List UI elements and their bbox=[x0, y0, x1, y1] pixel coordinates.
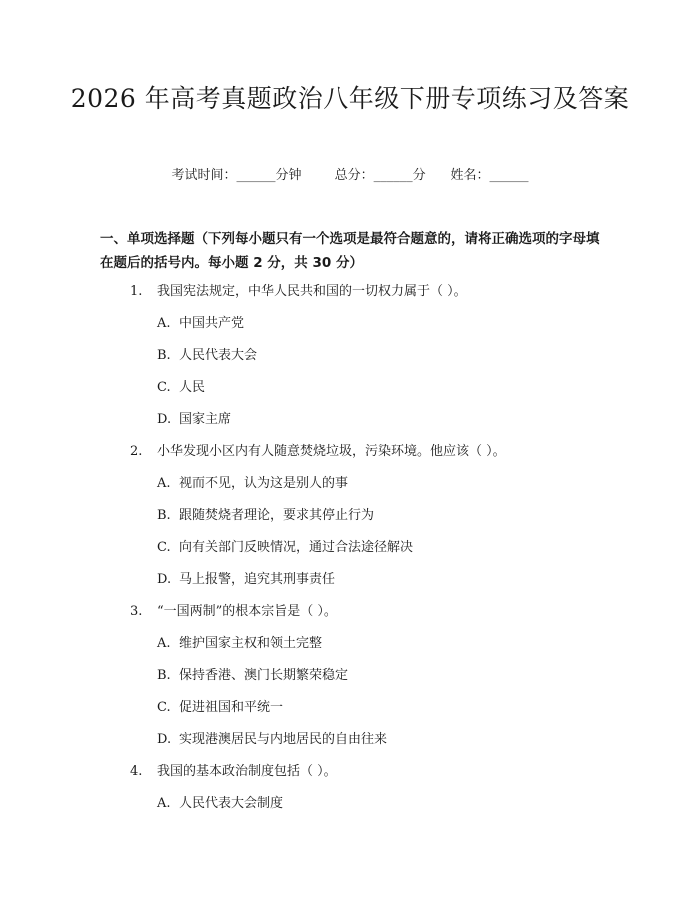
name-label: 姓名： bbox=[450, 168, 490, 183]
page-title: 2026 年高考真题政治八年级下册专项练习及答案 bbox=[70, 84, 630, 113]
option-text: 马上报警，追究其刑事责任 bbox=[179, 572, 336, 587]
option-text: 跟随焚烧者理论，要求其停止行为 bbox=[179, 508, 375, 523]
question-4 bbox=[130, 762, 600, 782]
option-letter: D. bbox=[157, 572, 172, 587]
option-letter: A. bbox=[157, 796, 171, 811]
option-text: 人民代表大会 bbox=[179, 348, 258, 363]
time-unit: 分钟 bbox=[275, 168, 302, 183]
question-number: 4. bbox=[130, 764, 143, 779]
time-blank: ______ bbox=[236, 168, 276, 183]
option-text: 视而不见，认为这是别人的事 bbox=[179, 476, 349, 491]
name-blank: ______ bbox=[489, 168, 529, 183]
question-3 bbox=[130, 602, 600, 622]
option-letter: D. bbox=[157, 732, 172, 747]
option-letter: A. bbox=[157, 316, 171, 331]
question-text: 我国宪法规定，中华人民共和国的一切权力属于（ ）。 bbox=[157, 284, 467, 299]
question-1 bbox=[130, 282, 600, 302]
option-text: 人民代表大会制度 bbox=[179, 796, 284, 811]
option-letter: A. bbox=[157, 476, 171, 491]
option-2a bbox=[157, 474, 597, 494]
question-number: 1. bbox=[130, 284, 143, 299]
option-text: 中国共产党 bbox=[179, 316, 245, 331]
question-number: 3. bbox=[130, 604, 143, 619]
option-1c bbox=[157, 378, 597, 398]
option-3c bbox=[157, 698, 597, 718]
option-text: 向有关部门反映情况，通过合法途径解决 bbox=[179, 540, 414, 555]
option-text: 维护国家主权和领土完整 bbox=[179, 636, 323, 651]
score-unit: 分 bbox=[412, 168, 426, 183]
option-letter: C. bbox=[157, 540, 171, 555]
option-2c bbox=[157, 538, 597, 558]
option-letter: D. bbox=[157, 412, 172, 427]
option-letter: B. bbox=[157, 348, 171, 363]
option-1b bbox=[157, 346, 597, 366]
time-label: 考试时间： bbox=[171, 168, 237, 183]
question-text: “一国两制”的根本宗旨是（ ）。 bbox=[157, 604, 337, 619]
option-text: 实现港澳居民与内地居民的自由往来 bbox=[179, 732, 388, 747]
question-2 bbox=[130, 442, 600, 462]
option-letter: B. bbox=[157, 668, 171, 683]
option-3b bbox=[157, 666, 597, 686]
option-1a bbox=[157, 314, 597, 334]
score-label: 总分： bbox=[334, 168, 374, 183]
section-heading: 一、单项选择题（下列每小题只有一个选项是最符合题意的，请将正确选项的字母填在题后的括号内。每小题 2 分，共 30 分） bbox=[100, 231, 600, 271]
exam-info-line bbox=[0, 166, 700, 186]
option-text: 促进祖国和平统一 bbox=[179, 700, 284, 715]
question-text: 我国的基本政治制度包括（ ）。 bbox=[157, 764, 337, 779]
option-letter: C. bbox=[157, 380, 171, 395]
option-3a bbox=[157, 634, 597, 654]
option-letter: B. bbox=[157, 508, 171, 523]
option-3d bbox=[157, 730, 597, 750]
option-1d bbox=[157, 410, 597, 430]
question-number: 2. bbox=[130, 444, 143, 459]
option-text: 保持香港、澳门长期繁荣稳定 bbox=[179, 668, 349, 683]
option-2d bbox=[157, 570, 597, 590]
option-text: 国家主席 bbox=[179, 412, 232, 427]
option-4a bbox=[157, 794, 597, 814]
option-letter: A. bbox=[157, 636, 171, 651]
score-blank: ______ bbox=[373, 168, 413, 183]
question-text: 小华发现小区内有人随意焚烧垃圾，污染环境。他应该（ ）。 bbox=[157, 444, 506, 459]
option-letter: C. bbox=[157, 700, 171, 715]
option-2b bbox=[157, 506, 597, 526]
option-text: 人民 bbox=[179, 380, 206, 395]
